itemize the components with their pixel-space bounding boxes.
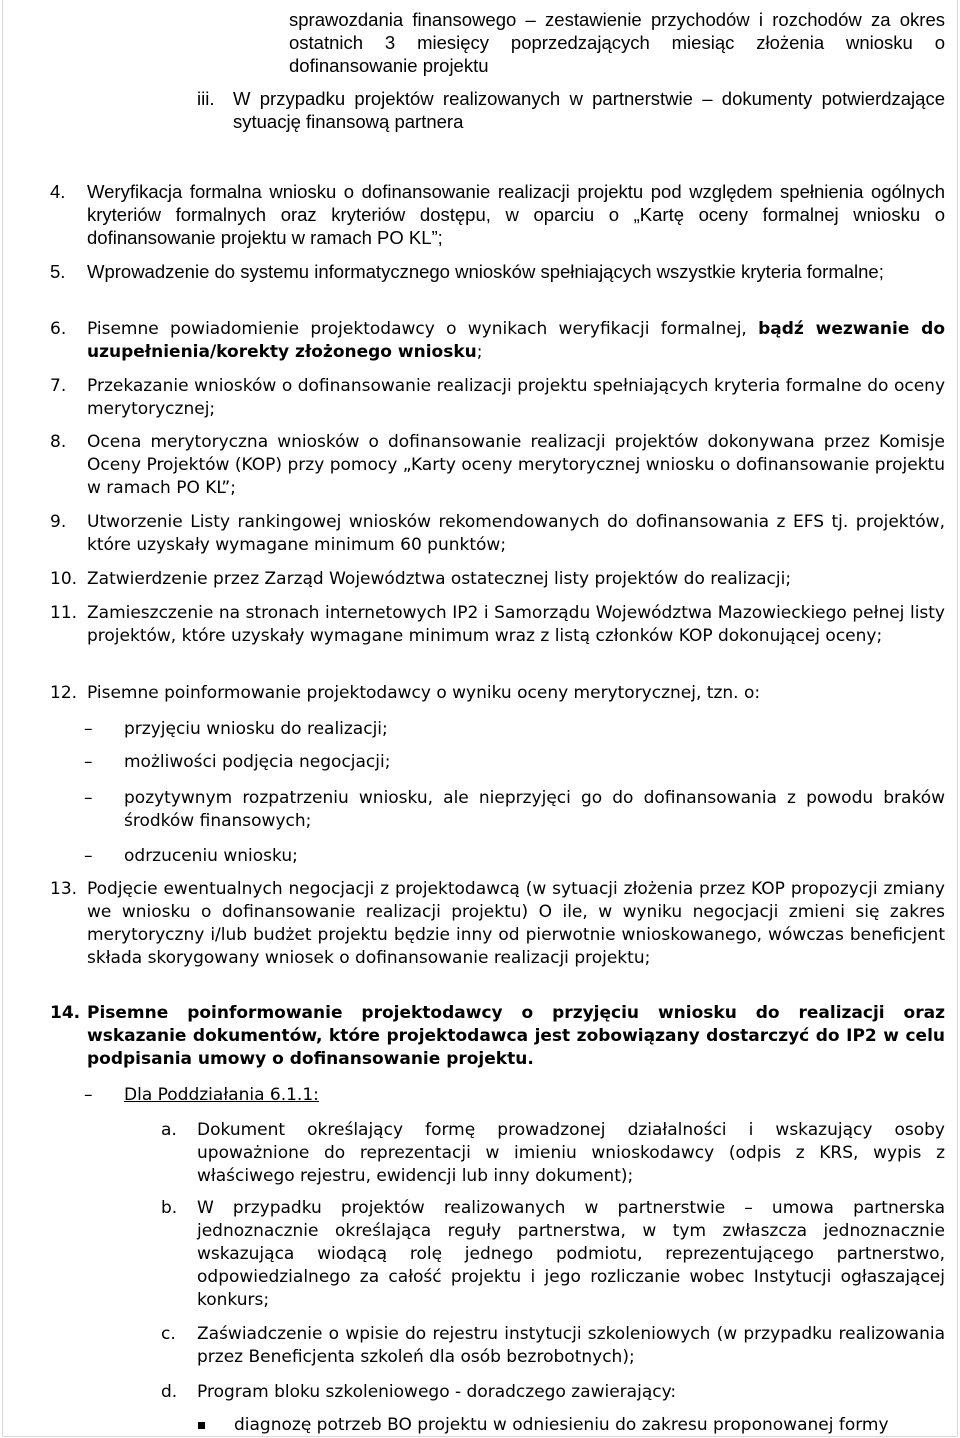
item-5-number: 5. xyxy=(50,261,66,282)
item-4-number: 4. xyxy=(50,181,66,202)
item-6-bold: bądź wezwanie do uzupełnienia/korekty złożonego wniosku xyxy=(87,319,946,362)
dash-marker: – xyxy=(84,1085,93,1105)
letter-d-text: Program bloku szkoleniowego - doradczego zawierający: xyxy=(197,1382,677,1402)
letter-a-text: Dokument określający formę prowadzonej działalności i wskazujący osoby upoważnione do reprezentacji w imieniu wnioskodawcy (odpis z KRS, wypis z właściwego rejestru, ewidencji lub inny dokument); xyxy=(197,1120,945,1186)
letter-b-label: b. xyxy=(161,1198,178,1218)
item-14-number: 14. xyxy=(50,1003,81,1023)
item-iii-number: iii. xyxy=(197,88,215,109)
item-10-number: 10. xyxy=(50,569,78,589)
dash-marker: – xyxy=(84,719,93,739)
item-8-text: Ocena merytoryczna wniosków o dofinansowanie realizacji projektów dokonywana przez Komisje Oceny Projektów (KOP) przy pomocy „Karty oceny merytorycznej wniosku o dofinansowanie projektu w ramach PO KL”; xyxy=(87,432,945,498)
item-4-text: Weryfikacja formalna wniosku o dofinansowanie realizacji projektu pod względem spełnienia ogólnych kryteriów formalnych oraz kryteriów dostępu, w oparciu o „Kartę oceny formalnej wniosku o dofinansowanie projektu w ramach PO KL”; xyxy=(87,181,945,248)
item-8-number: 8. xyxy=(50,432,67,452)
item-6-number: 6. xyxy=(50,319,67,339)
square-bullet-icon xyxy=(198,1422,205,1429)
bullet-text: diagnozę potrzeb BO projektu w odniesieniu do zakresu proponowanej formy xyxy=(234,1415,889,1435)
item-10-text: Zatwierdzenie przez Zarząd Województwa ostatecznej listy projektów do realizacji; xyxy=(87,569,792,589)
letter-c-text: Zaświadczenie o wpisie do rejestru instytucji szkoleniowych (w przypadku realizowania przez Beneficjenta szkoleń dla osób bezrobotnych); xyxy=(197,1324,945,1367)
intro-paragraph: sprawozdania finansowego – zestawienie przychodów i rozchodów za okres ostatnich 3 miesięcy poprzedzających miesiąc złożenia wniosku o dofinansowanie projektu xyxy=(289,9,945,76)
dash-marker: – xyxy=(84,788,93,808)
item-iii-text: W przypadku projektów realizowanych w partnerstwie – dokumenty potwierdzające sytuację finansową partnera xyxy=(233,88,945,132)
item-11-number: 11. xyxy=(50,603,78,623)
item-7-text: Przekazanie wniosków o dofinansowanie realizacji projektu spełniających kryteria formalne do oceny merytorycznej; xyxy=(87,376,945,419)
item-12-sub-4: odrzuceniu wniosku; xyxy=(124,846,298,866)
letter-a-label: a. xyxy=(161,1120,177,1140)
item-12-number: 12. xyxy=(50,683,78,703)
item-6-plain: Pisemne powiadomienie projektodawcy o wynikach weryfikacji formalnej, xyxy=(87,319,747,339)
dash-marker: – xyxy=(84,752,93,772)
letter-b-text: W przypadku projektów realizowanych w partnerstwie – umowa partnerska jednoznacznie określająca reguły partnerstwa, w tym zwłaszcza jednoznacznie wskazująca wiodącą rolę jednego podmiotu, reprezentującego partnerstwo, odpowiedzialnego za całość projektu i jego rozliczanie wobec Instytucji ogłaszającej konkurs; xyxy=(197,1198,945,1310)
item-5-text: Wprowadzenie do systemu informatycznego wniosków spełniających wszystkie kryteria formalne; xyxy=(87,261,884,282)
letter-d-label: d. xyxy=(161,1382,178,1402)
letter-c-label: c. xyxy=(161,1324,176,1344)
sub-heading: Dla Poddziałania 6.1.1: xyxy=(124,1085,319,1105)
item-6-tail: ; xyxy=(476,342,483,362)
dash-marker: – xyxy=(84,846,93,866)
item-11-text: Zamieszczenie na stronach internetowych IP2 i Samorządu Województwa Mazowieckiego pełnej listy projektów, które uzyskały wymagane minimum wraz z listą członków KOP dokonującej oceny; xyxy=(87,603,945,646)
item-13-text: Podjęcie ewentualnych negocjacji z projektodawcą (w sytuacji złożenia przez KOP propozycji zmiany we wniosku o dofinansowanie realizacji projektu) O ile, w wyniku negocjacji zmieni się zakres merytoryczny i/lub budżet projektu będzie inny od pierwotnie wnioskowanego, wówczas beneficjent składa skorygowany wniosek o dofinansowanie realizacji projektu; xyxy=(87,879,945,968)
item-7-number: 7. xyxy=(50,376,67,396)
item-9-number: 9. xyxy=(50,512,67,532)
item-13-number: 13. xyxy=(50,879,78,899)
item-14-text: Pisemne poinformowanie projektodawcy o przyjęciu wniosku do realizacji oraz wskazanie dokumentów, które projektodawca jest zobowiązany dostarczyć do IP2 w celu podpisania umowy o dofinansowanie projektu. xyxy=(87,1003,945,1069)
item-9-text: Utworzenie Listy rankingowej wniosków rekomendowanych do dofinansowania z EFS tj. projektów, które uzyskały wymagane minimum 60 punktów; xyxy=(87,512,945,555)
item-12-sub-2: możliwości podjęcia negocjacji; xyxy=(124,752,391,772)
item-12-text: Pisemne poinformowanie projektodawcy o wyniku oceny merytorycznej, tzn. o: xyxy=(87,683,761,703)
item-12-sub-1: przyjęciu wniosku do realizacji; xyxy=(124,719,388,739)
item-6-text xyxy=(87,318,945,364)
item-12-sub-3: pozytywnym rozpatrzeniu wniosku, ale nieprzyjęci go do dofinansowania z powodu braków środków finansowych; xyxy=(124,788,945,831)
